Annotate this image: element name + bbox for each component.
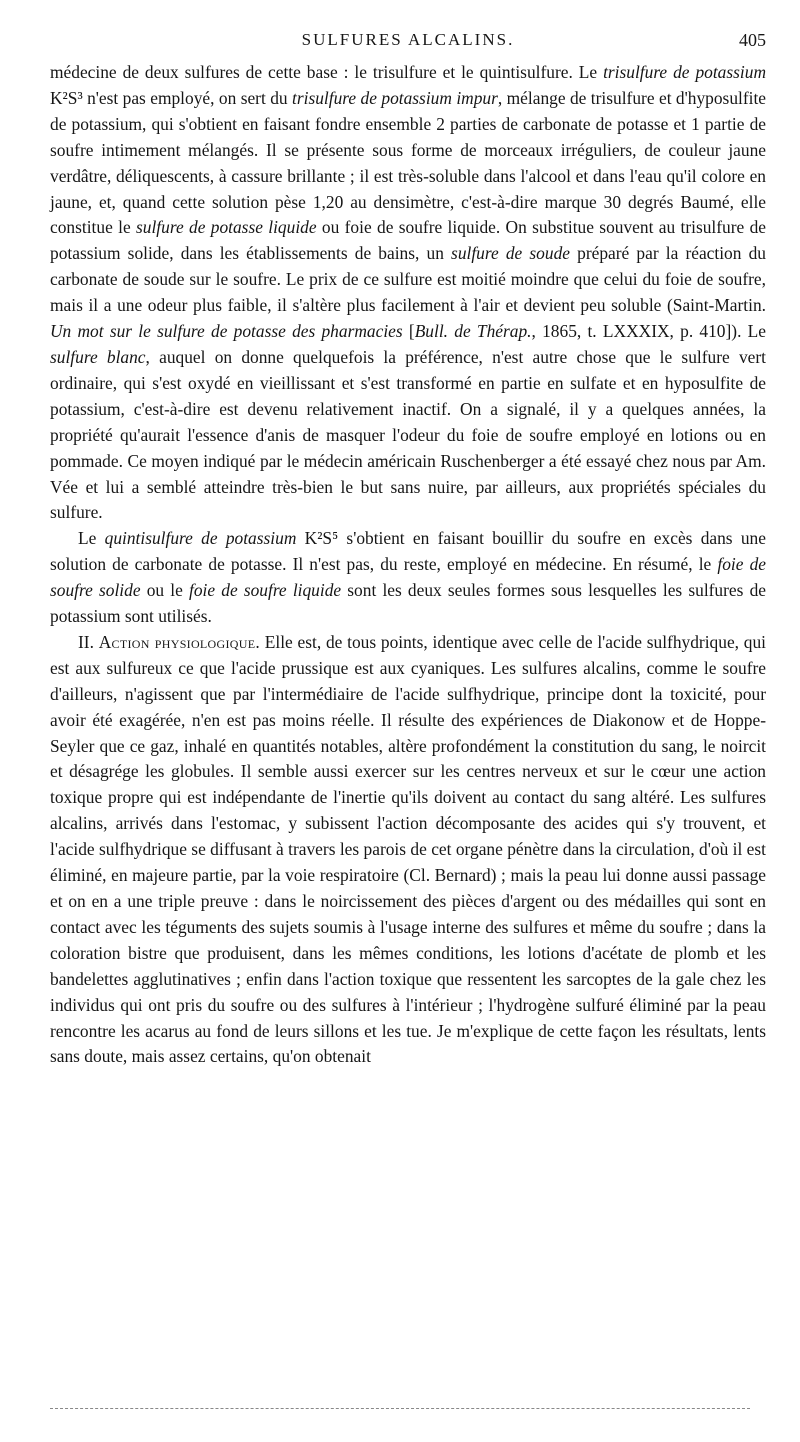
text-run: K²S³ n'est pas employé, on sert du xyxy=(50,87,293,108)
italic-run: quintisulfure de potassium xyxy=(104,528,297,549)
paragraph-quintisulfure xyxy=(50,526,766,630)
text-run: , 1865, t. LXXXIX, p. 410]). Le xyxy=(531,321,767,342)
text-run: K²S⁵ s'obtient en faisant bouillir du soufre en excès dans une solution de carbonate de potasse. Il n'est pas, du reste, employé en médecine. En résumé, le xyxy=(50,528,766,575)
text-run: Elle est, de tous points, identique avec celle de l'acide sulfhydrique, qui est aux sulfureux ce que l'acide prussique est aux cyaniques. Les sulfures alcalins, comme le soufre d'ailleurs, n'agissent que par l'intermédiaire de l'acide sulfhydrique, principe dont la toxicité, pour avoir été exagérée, n'en est pas moins réelle. Il résulte des expériences de Diakonow et de Hoppe-Seyler que ce gaz, inhalé en quantités notables, altère profondément la constitution du sang, le noircit et désagrége les globules. Il semble aussi exercer sur les centres nerveux et sur le cœur une action toxique propre qui est indépendante de l'inertie qu'ils doivent au contact du sang altéré. Les sulfures alcalins, arrivés dans l'estomac, y subissent l'action décomposante des acides qui s'y trouvent, et l'acide sulfhydrique se diffusant à travers les parois de cet organe pénètre dans la circulation, d'où il est éliminé, en majeure partie, par la voie respiratoire (Cl. Bernard) ; mais la peau lui donne aussi passage et on en a une triple preuve : dans le noircissement des pièces d'argent ou des médailles qui sont en contact avec les téguments des sujets soumis à l'usage interne des sulfures et même du soufre ; dans la coloration bistre que produisent, dans les mêmes conditions, les lotions d'acétate de plomb et les bandelettes agglutinatives ; enfin dans l'action toxique que ressentent les sarcoptes de la gale chez les individus qui ont pris du soufre ou des sulfures à l'intérieur ; l'hydrogène sulfuré éliminé par la peau rencontre les acarus au fond de leurs sillons et les tue. Je m'explique de cette façon les résultats, lents sans doute, mais assez certains, qu'on obtenait xyxy=(50,631,766,1067)
italic-run: Un mot sur le sulfure de potasse des pharmacies xyxy=(50,321,403,342)
text-run: sont les deux seules formes sous lesquelles les sulfures de potassium sont utilisés. xyxy=(50,580,766,627)
text-run: [ xyxy=(402,321,415,342)
text-run: ou le xyxy=(140,580,189,601)
body-text xyxy=(50,60,766,1070)
italic-run: sulfure de potasse liquide xyxy=(136,217,317,238)
text-run: , mélange de trisulfure et d'hyposulfite de potassium, qui s'obtient en faisant fondre ensemble 2 parties de carbonate de potasse et 1 partie de soufre intimement mélangés. Il se présente sous forme de morceaux irréguliers, de couleur jaune verdâtre, déliquescents, à cassure brillante ; il est très-soluble dans l'alcool et dans l'eau qu'il colore en jaune, et, quand cette solution pèse 1,20 au densimètre, c'est-à-dire marque 30 degrés Baumé, elle constitue le xyxy=(50,87,767,238)
text-run: , auquel on donne quelquefois la préférence, n'est autre chose que le sulfure vert ordinaire, qui s'est oxydé en vieillissant et s'est transformé en partie en sulfate et en hyposulfite de potassium, c'est-à-dire est devenu relativement inactif. On a signalé, il y a quelques années, la propriété qu'aurait l'essence d'anis de masquer l'odeur du foie de soufre employé en lotions ou en pommade. Ce moyen indiqué par le médecin américain Ruschenberger a été essayé chez nous par Am. Vée et lui a semblé atteindre très-bien le but sans nuire, par ailleurs, aux propriétés spéciales du sulfure. xyxy=(50,346,766,523)
text-run: préparé par la réaction du carbonate de soude sur le soufre. Le prix de ce sulfure est moitié moindre que celui du foie de soufre, mais il a une odeur plus faible, il s'altère plus facilement à l'air et devient peu soluble (Saint-Martin. xyxy=(50,243,766,316)
running-title: SULFURES ALCALINS. xyxy=(301,30,515,49)
italic-run: Bull. de Thérap. xyxy=(414,321,532,342)
italic-run: sulfure de soude xyxy=(451,243,570,264)
italic-run: foie de soufre liquide xyxy=(189,580,342,601)
text-run: ou foie de soufre liquide. On substitue souvent au trisulfure de potassium solide, dans les établissements de bains, un xyxy=(50,217,766,264)
italic-run: foie de soufre solide xyxy=(50,554,766,601)
book-page xyxy=(50,22,766,1070)
paragraph-trisulfure xyxy=(50,60,766,526)
text-run: médecine de deux sulfures de cette base : le trisulfure et le quintisulfure. Le xyxy=(50,62,604,82)
section-heading-run: Action physiologique. xyxy=(98,631,260,652)
footer-rule xyxy=(50,1408,750,1409)
page-number: 405 xyxy=(739,30,766,50)
italic-run: trisulfure de potassium xyxy=(603,62,766,82)
italic-run: sulfure blanc xyxy=(50,346,146,367)
text-run: II. xyxy=(78,631,99,652)
paragraph-action-physiologique xyxy=(50,630,766,1070)
italic-run: trisulfure de potassium impur xyxy=(292,87,498,108)
text-run: Le xyxy=(78,528,105,549)
running-head xyxy=(50,22,766,60)
